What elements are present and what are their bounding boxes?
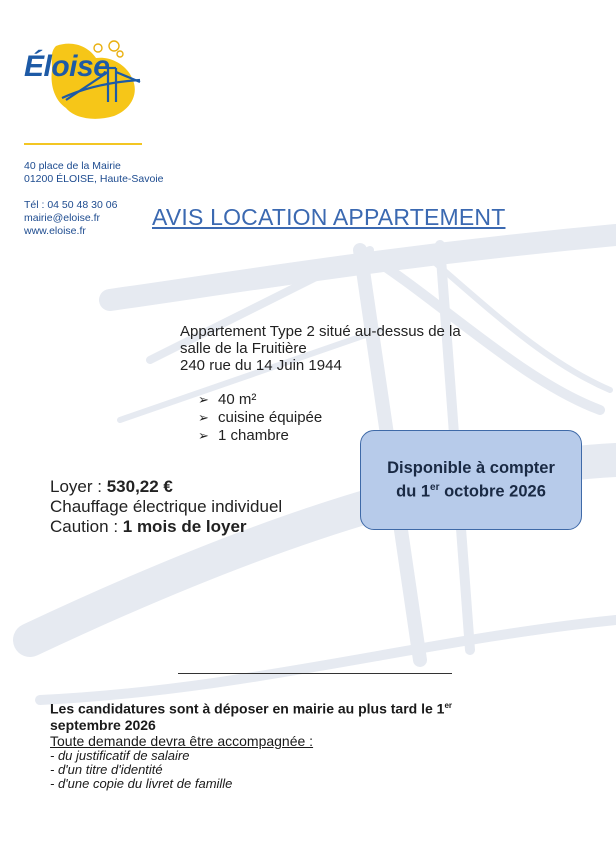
- rent-label: Loyer :: [50, 477, 107, 496]
- deposit-value: 1 mois de loyer: [122, 517, 247, 536]
- list-item: [198, 391, 322, 409]
- website-link[interactable]: www.eloise.fr: [24, 225, 86, 237]
- requirement-item: - d'une copie du livret de famille: [50, 775, 233, 791]
- availability-line2: [387, 478, 555, 502]
- address-line1: 40 place de la Mairie: [24, 160, 121, 172]
- description-line3: 240 rue du 14 Juin 1944: [180, 357, 342, 374]
- deadline-sup: er: [444, 701, 453, 710]
- availability-date-prefix: du 1: [396, 482, 431, 501]
- requirements-heading: Toute demande devra être accompagnée :: [50, 732, 314, 749]
- rent-value: 530,22 €: [106, 477, 173, 496]
- phone: Tél : 04 50 48 30 06: [24, 199, 118, 211]
- deadline-line2: septembre 2026: [50, 716, 156, 733]
- deposit-label: Caution :: [50, 517, 123, 536]
- heating-line: Chauffage électrique individuel: [50, 497, 283, 516]
- arrow-bullet-icon: ➢: [198, 410, 209, 425]
- deadline-line1: Les candidatures sont à déposer en mairie au plus tard le 1: [50, 700, 445, 717]
- rent-block: [50, 477, 282, 537]
- availability-date-suffix: octobre 2026: [439, 482, 546, 501]
- feature-text: 40 m²: [218, 391, 257, 408]
- description-line2: salle de la Fruitière: [180, 340, 307, 357]
- availability-sup: er: [430, 482, 440, 494]
- list-item: [198, 409, 322, 427]
- feature-list: [198, 391, 322, 445]
- address-block: [24, 160, 164, 186]
- deposit-line: [50, 517, 282, 537]
- feature-text: cuisine équipée: [218, 409, 323, 426]
- address-line2: 01200 ÉLOISE, Haute-Savoie: [24, 173, 164, 185]
- feature-text: 1 chambre: [218, 427, 289, 444]
- list-item: [198, 427, 322, 445]
- page-title: AVIS LOCATION APPARTEMENT: [152, 204, 506, 230]
- email-link[interactable]: mairie@eloise.fr: [24, 212, 101, 224]
- description-line1: Appartement Type 2 situé au-dessus de la: [180, 323, 461, 340]
- contact-block: [24, 199, 117, 238]
- requirement-item: - d'un titre d'identité: [50, 761, 163, 777]
- deadline-text: [50, 698, 570, 717]
- arrow-bullet-icon: ➢: [198, 392, 209, 407]
- rent-line: [50, 477, 282, 497]
- logo-wordmark: Éloise: [24, 50, 110, 83]
- apartment-description: [180, 323, 461, 374]
- arrow-bullet-icon: ➢: [198, 428, 209, 443]
- requirement-item: - du justificatif de salaire: [50, 747, 190, 763]
- application-notice: [50, 698, 570, 791]
- availability-box: [360, 430, 582, 530]
- gold-divider: [24, 143, 142, 145]
- availability-line1: Disponible à compter: [387, 459, 555, 478]
- separator-line: [178, 673, 452, 674]
